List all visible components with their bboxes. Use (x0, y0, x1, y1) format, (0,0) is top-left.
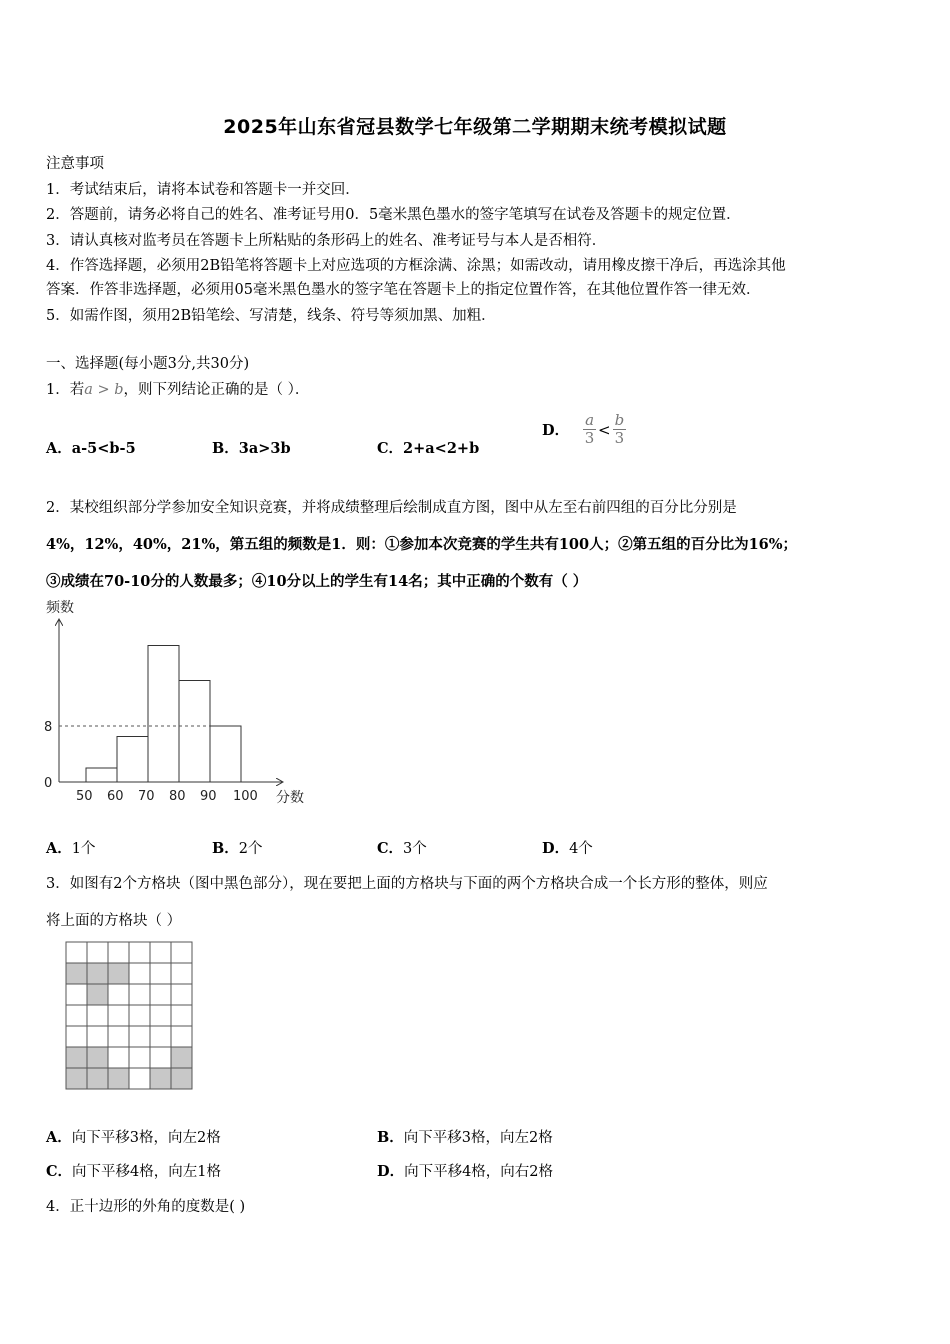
grid-cell (171, 942, 192, 963)
square-grid-figure (64, 940, 194, 1090)
histogram-bar (148, 646, 179, 783)
grid-cell-shaded (87, 963, 108, 984)
q2-option-a[interactable]: A．1个 (46, 840, 96, 857)
x-tick-label: 90 (200, 789, 217, 804)
notice-heading: 注意事项 (46, 156, 104, 172)
grid-cell-shaded (87, 984, 108, 1005)
grid-cell (108, 1005, 129, 1026)
grid-cell (66, 1005, 87, 1026)
x-tick-label: 100 (233, 789, 258, 804)
y-axis-label: 频数 (46, 600, 74, 616)
grid-cell (129, 1026, 150, 1047)
grid-cell (150, 963, 171, 984)
q2-line-1: 2．某校组织部分学参加安全知识竞赛，并将成绩整理后绘制成直方图，图中从左至右前四组的百分比分别是 (46, 500, 737, 516)
x-tick-label: 70 (138, 789, 155, 804)
notice-item: 2．答题前，请务必将自己的姓名、准考证号用0．5毫米黑色墨水的签字笔填写在试卷及答题卡的规定位置． (46, 207, 741, 223)
notice-item: 3．请认真核对监考员在答题卡上所粘贴的条形码上的姓名、准考证号与本人是否相符． (46, 233, 607, 249)
grid-cell (171, 984, 192, 1005)
histogram-bar (210, 726, 241, 782)
grid-cell-shaded (108, 1068, 129, 1089)
grid-cell (150, 984, 171, 1005)
q1-suffix: ，则下列结论正确的是（ ）． (123, 382, 310, 398)
grid-cell-shaded (171, 1068, 192, 1089)
x-tick-label: 80 (169, 789, 186, 804)
q3-option-b[interactable]: B．向下平移3格，向左2格 (377, 1129, 553, 1146)
question-4: 4．正十边形的外角的度数是( ) (46, 1199, 246, 1215)
grid-cell (150, 942, 171, 963)
q3-option-a[interactable]: A．向下平移3格，向左2格 (46, 1129, 221, 1146)
grid-cell (87, 942, 108, 963)
grid-cell (150, 1005, 171, 1026)
grid-cell-shaded (66, 1068, 87, 1089)
q2-option-c[interactable]: C．3个 (377, 840, 427, 857)
x-tick-label: 50 (76, 789, 93, 804)
question-1 (46, 378, 309, 399)
grid-cell (129, 942, 150, 963)
q2-option-b[interactable]: B．2个 (212, 840, 263, 857)
grid-cell (150, 1047, 171, 1068)
grid-cell (66, 1026, 87, 1047)
grid-cell (129, 984, 150, 1005)
q2-option-d[interactable]: D．4个 (542, 840, 593, 857)
histogram-bar (117, 737, 148, 783)
q2-line-2: 4%，12%，40%，21%，第五组的频数是1．则：①参加本次竞赛的学生共有100人；②第五组的百分比为16%； (46, 536, 798, 553)
histogram-bar (86, 768, 117, 782)
grid-cell-shaded (150, 1068, 171, 1089)
notice-item: 1．考试结束后，请将本试卷和答题卡一并交回． (46, 182, 360, 198)
histogram-bar (179, 681, 210, 783)
grid-cell (87, 1026, 108, 1047)
grid-cell-shaded (171, 1047, 192, 1068)
grid-cell (129, 1068, 150, 1089)
q2-line-3: ③成绩在70-10分的人数最多；④10分以上的学生有14名；其中正确的个数有（ ） (46, 573, 588, 590)
y-tick-label: 8 (44, 720, 53, 735)
grid-cell (129, 1005, 150, 1026)
grid-cell (66, 942, 87, 963)
grid-cell (150, 1026, 171, 1047)
q1-option-c[interactable]: C．2+a<2+b (377, 440, 480, 457)
fraction-b-over-3: $\frac{b}{3}$ (614, 411, 625, 447)
q3-option-c[interactable]: C．向下平移4格，向左1格 (46, 1163, 221, 1180)
grid-cell (108, 1047, 129, 1068)
q3-option-d[interactable]: D．向下平移4格，向右2格 (377, 1163, 554, 1180)
x-axis-label: 分数 (276, 790, 304, 806)
grid-cell-shaded (108, 963, 129, 984)
notice-item: 5．如需作图，须用2B铅笔绘、写清楚，线条、符号等须加黑、加粗． (46, 308, 496, 324)
grid-cell-shaded (66, 963, 87, 984)
grid-cell-shaded (87, 1068, 108, 1089)
grid-cell (129, 963, 150, 984)
fraction-a-over-3: $\frac{a}{3}$ (584, 411, 595, 447)
grid-cell (129, 1047, 150, 1068)
grid-cell (108, 1026, 129, 1047)
grid-cell (171, 1005, 192, 1026)
grid-cell-shaded (87, 1047, 108, 1068)
y-tick-label: 0 (44, 776, 53, 791)
grid-cell (108, 984, 129, 1005)
histogram-chart (36, 594, 326, 816)
grid-cell-shaded (66, 1047, 87, 1068)
grid-cell (171, 963, 192, 984)
x-tick-label: 60 (107, 789, 124, 804)
grid-cell (87, 1005, 108, 1026)
page-title: 2025年山东省冠县数学七年级第二学期期末统考模拟试题 (223, 116, 727, 138)
q1-prefix: 1．若 (46, 382, 85, 398)
q1-condition: a > b (84, 382, 124, 398)
q3-line-1: 3．如图有2个方格块（图中黑色部分），现在要把上面的方格块与下面的两个方格块合成一个长方形的整体，则应 (46, 876, 768, 892)
grid-cell (171, 1026, 192, 1047)
q1-option-d[interactable]: D． $\frac{a}{3}$ < $\frac{b}{3}$ (542, 411, 625, 447)
q3-line-2: 将上面的方格块（ ） (46, 913, 182, 929)
grid-cell (108, 942, 129, 963)
section-heading: 一、选择题(每小题3分,共30分) (46, 356, 250, 372)
q1-option-a[interactable]: A．a-5<b-5 (46, 440, 136, 457)
notice-item: 4．作答选择题，必须用2B铅笔将答题卡上对应选项的方框涂满、涂黑；如需改动，请用橡皮擦干净后，再选涂其他 (46, 258, 786, 274)
q1-option-b[interactable]: B．3a>3b (212, 440, 291, 457)
grid-cell (66, 984, 87, 1005)
notice-item: 答案．作答非选择题，必须用05毫米黑色墨水的签字笔在答题卡上的指定位置作答，在其他位置作答一律无效． (46, 282, 761, 298)
